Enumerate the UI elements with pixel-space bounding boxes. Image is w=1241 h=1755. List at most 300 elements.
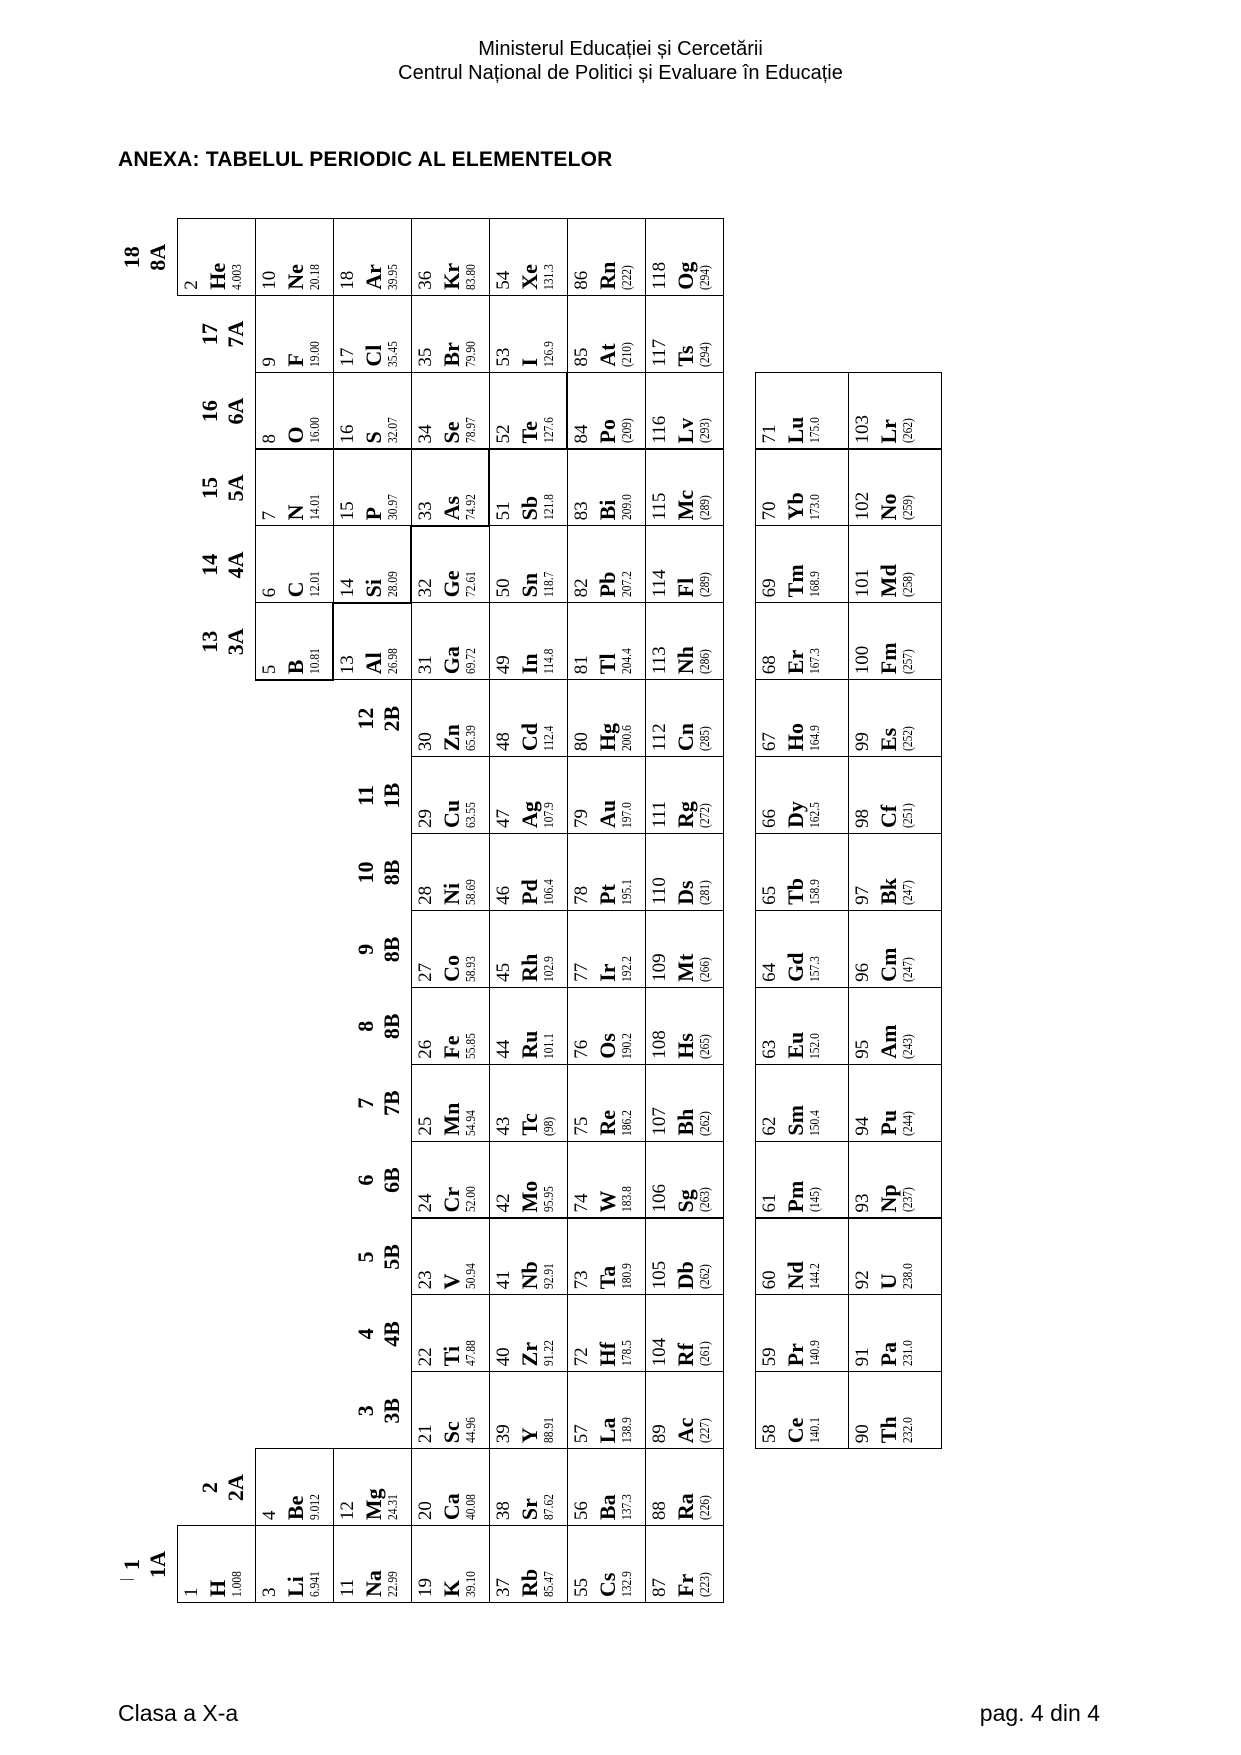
element-symbol: C — [283, 581, 308, 598]
atomic-number: 89 — [649, 1424, 670, 1444]
atomic-number: 54 — [493, 270, 514, 290]
element-cell-ca — [411, 1448, 490, 1526]
element-cell-p — [333, 449, 412, 527]
atomic-number: 77 — [571, 962, 592, 982]
atomic-mass: 10.81 — [308, 648, 323, 675]
element-symbol: Ds — [673, 880, 698, 905]
atomic-number: 105 — [649, 1260, 670, 1290]
element-symbol: Cf — [876, 804, 901, 828]
element-symbol: Cl — [361, 344, 386, 367]
element-symbol: Y — [517, 1427, 542, 1444]
atomic-number: 115 — [649, 492, 670, 521]
atomic-number: 55 — [571, 1578, 592, 1597]
header-ministry: Ministerul Educației și Cercetării — [478, 38, 763, 60]
element-cell-xe — [489, 218, 568, 296]
element-cell-si — [333, 525, 412, 603]
atomic-number: 5 — [259, 664, 280, 675]
element-cell-sn — [489, 525, 568, 603]
group-subgroup: 7A — [223, 320, 248, 348]
element-cell-nd — [755, 1218, 849, 1296]
atomic-mass: 127.6 — [542, 417, 557, 444]
atomic-number: 88 — [649, 1501, 670, 1521]
element-symbol: S — [361, 431, 386, 444]
element-cell-ni — [411, 833, 490, 911]
element-cell-pb — [567, 525, 646, 603]
atomic-mass: (259) — [901, 495, 916, 521]
atomic-mass: (262) — [698, 1110, 713, 1136]
element-symbol: Re — [595, 1109, 620, 1136]
atomic-mass: 35.45 — [386, 340, 401, 367]
element-cell-og — [645, 218, 724, 296]
element-symbol: Kr — [439, 262, 464, 290]
group-subgroup: 4A — [223, 551, 248, 579]
element-cell-ar — [333, 218, 412, 296]
element-cell-fl — [645, 525, 724, 603]
element-symbol: Yb — [783, 492, 808, 521]
atomic-number: 106 — [649, 1184, 670, 1213]
element-cell-ac — [645, 1371, 724, 1449]
element-symbol: Np — [876, 1184, 901, 1213]
element-symbol: Pb — [595, 571, 620, 598]
element-symbol: H — [205, 1579, 230, 1597]
staircase-step-1 — [410, 525, 412, 603]
atomic-mass: 69.72 — [464, 648, 479, 675]
element-symbol: Pm — [783, 1180, 808, 1213]
element-symbol: Ni — [439, 882, 464, 905]
atomic-number: 27 — [415, 962, 436, 982]
element-cell-cn — [645, 679, 724, 757]
atomic-mass: (285) — [698, 726, 713, 752]
group-number: 7 — [353, 1097, 378, 1109]
element-symbol: Am — [876, 1024, 901, 1059]
element-cell-co — [411, 910, 490, 988]
element-symbol: Ts — [673, 345, 698, 367]
element-symbol: W — [595, 1190, 620, 1213]
atomic-number: 43 — [493, 1116, 514, 1136]
atomic-mass: (281) — [698, 880, 713, 905]
atomic-mass: (294) — [698, 341, 713, 367]
atomic-number: 69 — [759, 578, 780, 598]
atomic-number: 98 — [852, 809, 873, 828]
atomic-mass: 32.07 — [386, 417, 401, 444]
atomic-mass: 197.0 — [620, 802, 635, 828]
group-subgroup: 5B — [379, 1244, 404, 1270]
group-number: 5 — [353, 1251, 378, 1263]
atomic-number: 48 — [493, 732, 514, 752]
element-cell-bk — [848, 833, 942, 911]
atomic-mass: (263) — [698, 1187, 713, 1213]
atomic-number: 113 — [649, 646, 670, 675]
element-cell-sc — [411, 1371, 490, 1449]
atomic-number: 86 — [571, 270, 592, 290]
element-symbol: Pu — [876, 1109, 901, 1136]
element-symbol: Hf — [595, 1341, 620, 1367]
atomic-mass: 106.4 — [542, 879, 557, 905]
atomic-mass: 168.9 — [808, 571, 823, 598]
element-cell-hf — [567, 1294, 646, 1372]
element-symbol: Ne — [283, 264, 308, 290]
element-cell-sr — [489, 1448, 568, 1526]
header-center: Centrul Național de Politici și Evaluare în Educație — [398, 62, 843, 84]
atomic-mass: 114.8 — [542, 648, 557, 675]
atomic-number: 90 — [852, 1424, 873, 1444]
group-subgroup: 3A — [223, 628, 248, 656]
atomic-number: 11 — [337, 1578, 358, 1597]
group-label-4 — [353, 1304, 405, 1364]
element-cell-cl — [333, 295, 412, 373]
group-subgroup: 8B — [379, 936, 404, 963]
element-cell-in — [489, 602, 568, 680]
element-cell-hs — [645, 987, 724, 1065]
group-subgroup: 8B — [379, 1013, 404, 1040]
group-label-16 — [197, 381, 249, 441]
atomic-mass: 44.96 — [464, 1417, 479, 1444]
element-cell-ge — [411, 525, 490, 603]
group-subgroup: 1B — [379, 782, 404, 809]
atomic-number: 80 — [571, 732, 592, 752]
element-cell-i — [489, 295, 568, 373]
element-cell-ce — [755, 1371, 849, 1449]
staircase-step-2 — [488, 449, 490, 527]
element-cell-fr — [645, 1525, 724, 1603]
group-number: 18 — [119, 246, 144, 269]
atomic-mass: 39.10 — [464, 1571, 479, 1597]
atomic-mass: (265) — [698, 1033, 713, 1059]
element-symbol: Ta — [595, 1265, 620, 1290]
element-cell-nh — [645, 602, 724, 680]
atomic-number: 75 — [571, 1116, 592, 1136]
atomic-number: 62 — [759, 1116, 780, 1136]
element-cell-na — [333, 1525, 412, 1603]
atomic-number: 1 — [181, 1587, 202, 1597]
atomic-number: 97 — [852, 885, 873, 905]
element-symbol: Hs — [673, 1033, 698, 1059]
atomic-mass: (223) — [698, 1572, 713, 1597]
element-cell-rn — [567, 218, 646, 296]
element-cell-lr — [848, 372, 942, 450]
footer-page: pag. 4 din 4 — [979, 1700, 1100, 1726]
element-cell-ba — [567, 1448, 646, 1526]
atomic-mass: 30.97 — [386, 494, 401, 521]
element-cell-sg — [645, 1141, 724, 1219]
atomic-number: 8 — [259, 434, 280, 444]
atomic-mass: 232.0 — [901, 1417, 916, 1444]
element-cell-lu — [755, 372, 849, 450]
element-cell-pt — [567, 833, 646, 911]
atomic-number: 66 — [759, 809, 780, 828]
atomic-number: 112 — [649, 723, 670, 752]
atomic-number: 71 — [759, 424, 780, 444]
element-cell-b — [255, 602, 334, 680]
atomic-number: 51 — [493, 501, 514, 521]
atomic-mass: (247) — [901, 880, 916, 905]
atomic-number: 100 — [852, 645, 873, 675]
atomic-number: 52 — [493, 424, 514, 444]
group-number: 4 — [353, 1328, 378, 1340]
element-cell-hg — [567, 679, 646, 757]
element-symbol: Sc — [439, 1421, 464, 1444]
atomic-number: 108 — [649, 1030, 670, 1059]
element-cell-yb — [755, 449, 849, 527]
atomic-mass: (289) — [698, 495, 713, 521]
element-cell-pm — [755, 1141, 849, 1219]
atomic-number: 111 — [649, 800, 670, 828]
atomic-mass: 157.3 — [808, 955, 823, 982]
element-symbol: Mg — [361, 1488, 386, 1521]
atomic-mass: 87.62 — [542, 1494, 557, 1521]
atomic-mass: 19.00 — [308, 340, 323, 367]
element-symbol: Nb — [517, 1261, 542, 1290]
atomic-number: 39 — [493, 1424, 514, 1444]
atomic-number: 117 — [649, 338, 670, 367]
atomic-mass: (252) — [901, 726, 916, 752]
atomic-mass: 207.2 — [620, 571, 635, 598]
element-symbol: Er — [783, 649, 808, 675]
atomic-number: 110 — [649, 877, 670, 905]
atomic-mass: 137.3 — [620, 1494, 635, 1521]
element-cell-li — [255, 1525, 334, 1603]
element-cell-cr — [411, 1141, 490, 1219]
atomic-number: 32 — [415, 578, 436, 598]
atomic-mass: 88.91 — [542, 1417, 557, 1444]
element-symbol: Zn — [439, 724, 464, 752]
element-symbol: Ar — [361, 264, 386, 290]
element-symbol: Fl — [673, 577, 698, 598]
atomic-mass: (266) — [698, 956, 713, 982]
atomic-number: 37 — [493, 1578, 514, 1597]
atomic-number: 61 — [759, 1193, 780, 1213]
atomic-mass: 183.8 — [620, 1186, 635, 1213]
atomic-mass: 79.90 — [464, 340, 479, 367]
atomic-number: 26 — [415, 1039, 436, 1059]
group-number: 2 — [197, 1482, 222, 1494]
element-symbol: Fr — [673, 1573, 698, 1597]
atomic-number: 4 — [259, 1510, 280, 1521]
group-label-5 — [353, 1227, 405, 1287]
element-symbol: La — [595, 1417, 620, 1444]
element-cell-te — [489, 372, 568, 450]
atomic-number: 96 — [852, 962, 873, 982]
element-cell-sm — [755, 1064, 849, 1142]
element-cell-nb — [489, 1218, 568, 1296]
element-symbol: B — [283, 659, 308, 675]
element-symbol: Og — [673, 261, 698, 290]
atomic-number: 76 — [571, 1039, 592, 1059]
element-cell-cs — [567, 1525, 646, 1603]
element-cell-ag — [489, 756, 568, 834]
group-number: 9 — [353, 943, 378, 955]
element-cell-gd — [755, 910, 849, 988]
atomic-mass: 204.4 — [620, 648, 635, 675]
element-cell-la — [567, 1371, 646, 1449]
element-symbol: Ir — [595, 963, 620, 982]
element-cell-lv — [645, 372, 724, 450]
atomic-mass: 28.09 — [386, 571, 401, 598]
atomic-mass: 16.00 — [308, 417, 323, 444]
element-symbol: Cm — [876, 947, 901, 982]
group-subgroup: 2B — [379, 705, 404, 732]
atomic-number: 16 — [337, 424, 358, 444]
element-cell-po — [567, 372, 646, 450]
element-cell-c — [255, 525, 334, 603]
element-cell-er — [755, 602, 849, 680]
atomic-mass: 231.0 — [901, 1340, 916, 1367]
element-cell-kr — [411, 218, 490, 296]
element-symbol: Nh — [673, 646, 698, 675]
atomic-mass: (227) — [698, 1418, 713, 1444]
element-cell-s — [333, 372, 412, 450]
atomic-mass: 54.94 — [464, 1109, 479, 1136]
element-cell-th — [848, 1371, 942, 1449]
element-symbol: Ce — [783, 1417, 808, 1444]
atomic-mass: (258) — [901, 572, 916, 598]
group-label-2 — [197, 1458, 249, 1518]
element-cell-o — [255, 372, 334, 450]
group-label-11 — [353, 766, 405, 826]
element-cell-pr — [755, 1294, 849, 1372]
atomic-mass: 173.0 — [808, 494, 823, 521]
atomic-number: 14 — [337, 578, 358, 598]
element-cell-ir — [567, 910, 646, 988]
atomic-mass: 140.9 — [808, 1340, 823, 1367]
atomic-mass: 91.22 — [542, 1340, 557, 1367]
atomic-number: 65 — [759, 885, 780, 905]
group-number: 12 — [353, 707, 378, 730]
group-label-12 — [353, 689, 405, 749]
atomic-mass: 4.003 — [230, 263, 245, 290]
element-symbol: Es — [876, 727, 901, 752]
atomic-number: 34 — [415, 424, 436, 444]
atomic-number: 99 — [852, 732, 873, 752]
atomic-mass: 72.61 — [464, 571, 479, 598]
atomic-number: 25 — [415, 1116, 436, 1136]
atomic-mass: 47.88 — [464, 1340, 479, 1367]
group-number: 16 — [197, 400, 222, 423]
element-symbol: Po — [595, 419, 620, 444]
atomic-number: 60 — [759, 1270, 780, 1290]
element-cell-re — [567, 1064, 646, 1142]
atomic-mass: 52.00 — [464, 1186, 479, 1213]
element-cell-mc — [645, 449, 724, 527]
atomic-number: 23 — [415, 1270, 436, 1290]
element-cell-cm — [848, 910, 942, 988]
element-cell-tl — [567, 602, 646, 680]
element-cell-mt — [645, 910, 724, 988]
atomic-mass: 78.97 — [464, 417, 479, 444]
element-symbol: Cu — [439, 799, 464, 828]
element-cell-zn — [411, 679, 490, 757]
element-symbol: Bk — [876, 877, 901, 905]
element-cell-rh — [489, 910, 568, 988]
atomic-number: 107 — [649, 1107, 670, 1136]
atomic-number: 28 — [415, 885, 436, 905]
atomic-mass: 95.95 — [542, 1186, 557, 1213]
element-cell-pu — [848, 1064, 942, 1142]
group-label-13 — [197, 612, 249, 672]
atomic-number: 18 — [337, 270, 358, 290]
atomic-number: 29 — [415, 809, 436, 828]
element-symbol: Gd — [783, 952, 808, 982]
atomic-number: 19 — [415, 1578, 436, 1597]
element-symbol: Na — [361, 1570, 386, 1597]
group-subgroup: 6B — [379, 1167, 404, 1193]
atomic-number: 101 — [852, 568, 873, 598]
atomic-number: 46 — [493, 885, 514, 905]
atomic-number: 114 — [649, 569, 670, 598]
atomic-number: 68 — [759, 655, 780, 675]
atomic-number: 85 — [571, 347, 592, 367]
atomic-number: 109 — [649, 953, 670, 982]
element-cell-sb — [489, 449, 568, 527]
atomic-mass: 85.47 — [542, 1571, 557, 1597]
element-cell-tb — [755, 833, 849, 911]
atomic-number: 12 — [337, 1501, 358, 1521]
element-symbol: Ac — [673, 1417, 698, 1444]
atomic-mass: 9.012 — [308, 1494, 323, 1521]
atomic-number: 38 — [493, 1501, 514, 1521]
element-cell-ru — [489, 987, 568, 1065]
atomic-mass: (145) — [808, 1187, 823, 1213]
element-cell-eu — [755, 987, 849, 1065]
element-cell-rg — [645, 756, 724, 834]
element-cell-mg — [333, 1448, 412, 1526]
atomic-mass: 12.01 — [308, 571, 323, 598]
atomic-number: 15 — [337, 501, 358, 521]
element-symbol: Pr — [783, 1343, 808, 1367]
group-number: 17 — [197, 323, 222, 346]
element-symbol: Bi — [595, 499, 620, 521]
atomic-mass: 138.9 — [620, 1417, 635, 1444]
atomic-mass: (261) — [698, 1341, 713, 1367]
group-number: 3 — [353, 1405, 378, 1417]
element-symbol: Os — [595, 1033, 620, 1059]
staircase-border-0 — [255, 679, 334, 681]
element-cell-np — [848, 1141, 942, 1219]
atomic-number: 92 — [852, 1270, 873, 1290]
element-cell-ts — [645, 295, 724, 373]
element-symbol: Dy — [783, 801, 808, 828]
element-symbol: Ba — [595, 1494, 620, 1521]
element-cell-cd — [489, 679, 568, 757]
atomic-number: 47 — [493, 809, 514, 828]
element-symbol: Au — [595, 799, 620, 828]
element-symbol: Db — [673, 1261, 698, 1290]
group-label-6 — [353, 1150, 405, 1210]
atomic-number: 42 — [493, 1193, 514, 1213]
atomic-mass: 50.94 — [464, 1263, 479, 1290]
atomic-number: 41 — [493, 1270, 514, 1290]
atomic-mass: 92.91 — [542, 1263, 557, 1290]
atomic-mass: 118.7 — [542, 571, 557, 598]
element-symbol: Ca — [439, 1493, 464, 1521]
element-cell-be — [255, 1448, 334, 1526]
atomic-mass: 178.5 — [620, 1340, 635, 1367]
element-symbol: Ra — [673, 1493, 698, 1521]
element-symbol: Hg — [595, 722, 620, 752]
atomic-mass: 20.18 — [308, 263, 323, 290]
element-symbol: Si — [361, 578, 386, 598]
element-cell-fe — [411, 987, 490, 1065]
element-cell-mn — [411, 1064, 490, 1142]
staircase-border-2 — [411, 525, 490, 527]
group-subgroup: 3B — [379, 1397, 404, 1424]
element-cell-fm — [848, 602, 942, 680]
element-symbol: Mt — [673, 953, 698, 982]
atomic-mass: (247) — [901, 956, 916, 982]
group-number: 6 — [353, 1174, 378, 1186]
atomic-mass: 112.4 — [542, 725, 557, 752]
element-cell-u — [848, 1218, 942, 1296]
